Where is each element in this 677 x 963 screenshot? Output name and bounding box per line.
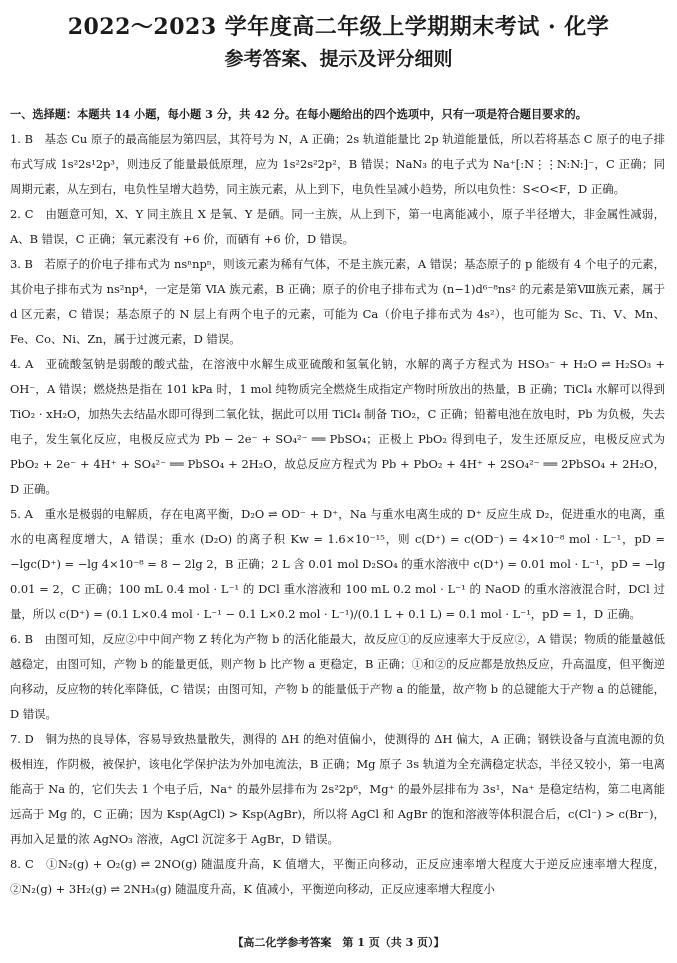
question-number: 5. A: [10, 507, 33, 521]
question-7: [10, 727, 665, 852]
question-number: 3. B: [10, 257, 33, 271]
question-number: 4. A: [10, 357, 34, 371]
question-8: [10, 852, 665, 902]
question-5: [10, 502, 665, 627]
question-3: [10, 252, 665, 352]
question-number: 1. B: [10, 132, 33, 146]
section-heading: 一、选择题：本题共 14 小题，每小题 3 分，共 42 分。在每小题给出的四个选项中，只有一项是符合题目要求的。: [10, 107, 587, 121]
question-explanation: 基态 Cu 原子的最高能层为第四层，其符号为 N，A 正确；2s 轨道能量比 2p 轨道能量低，所以若将基态 C 原子的电子排布式写成 1s²2s¹2p³，则违反了能量最低原理，应为 1s²2s²2p²，B 错误；NaN₃ 的电子式为 Na⁺[:N⋮⋮N:N:]⁻，C 正确；同周期元素，从左到右，电负性呈增大趋势，同主族元素，从上到下，电负性呈减小趋势，所以电负性：S<O<F，D 正确。: [10, 132, 665, 196]
question-explanation: 若原子的价电子排布式为 nsⁿnpⁿ，则该元素为稀有气体，不是主族元素，A 错误；基态原子的 p 能级有 4 个电子的元素，其价电子排布式为 ns²np⁴，一定是第 ⅥA 族元素，B 正确；原子的价电子排布式为 (n−1)d⁶⁻⁸ns² 的元素是第Ⅷ族元素，属于 d 区元素，C 错误；基态原子的 N 层上有两个电子的元素，可能为 Ca（价电子排布式为 4s²），也可能为 Sc、Ti、V、Mn、Fe、Co、Ni、Zn，属于过渡元素，D 错误。: [10, 257, 665, 346]
question-number: 6. B: [10, 632, 34, 646]
question-explanation: 重水是极弱的电解质，存在电离平衡，D₂O ⇌ OD⁻ + D⁺，Na 与重水电离生成的 D⁺ 反应生成 D₂，促进重水的电离，重水的电离程度增大，A 错误；重水 (D₂O) 的离子积 Kw = 1.6×10⁻¹⁵，则 c(D⁺) = c(OD⁻) = 4×10⁻⁸ mol · L⁻¹，pD = −lgc(D⁺) = −lg 4×10⁻⁸ = 8 − 2lg 2，B 正确；2 L 含 0.01 mol D₂SO₄ 的重水溶液中 c(D⁺) = 0.01 mol · L⁻¹，pD = −lg 0.01 = 2，C 正确；100 mL 0.4 mol · L⁻¹ 的 DCl 重水溶液和 100 mL 0.2 mol · L⁻¹ 的 NaOD 的重水溶液混合时，DCl 过量，所以 c(D⁺) = (0.1 L×0.4 mol · L⁻¹ − 0.1 L×0.2 mol · L⁻¹)/(0.1 L + 0.1 L) = 0.1 mol · L⁻¹，pD = 1，D 正确。: [10, 507, 665, 621]
page-footer: 【高二化学参考答案 第 1 页（共 3 页）】: [232, 936, 445, 949]
question-6: [10, 627, 665, 727]
question-explanation: 亚硫酸氢钠是弱酸的酸式盐，在溶液中水解生成亚硫酸和氢氧化钠，水解的离子方程式为 HSO₃⁻ + H₂O ⇌ H₂SO₃ + OH⁻，A 错误；燃烧热是指在 101 kPa 时，1 mol 纯物质完全燃烧生成指定产物时所放出的热量，B 正确；TiCl₄ 水解可以得到 TiO₂ · xH₂O，加热失去结晶水即可得到二氧化钛，据此可以用 TiCl₄ 制备 TiO₂，C 正确；铅蓄电池在放电时，Pb 为负极，失去电子，发生氧化反应，电极反应式为 Pb − 2e⁻ + SO₄²⁻ ══ PbSO₄；正极上 PbO₂ 得到电子，发生还原反应，电极反应式为 PbO₂ + 2e⁻ + 4H⁺ + SO₄²⁻ ══ PbSO₄ + 2H₂O，故总反应方程式为 Pb + PbO₂ + 4H⁺ + 2SO₄²⁻ ══ 2PbSO₄ + 2H₂O，D 正确。: [10, 357, 665, 496]
page-title: 2022～2023 学年度高二年级上学期期末考试 · 化学: [67, 14, 610, 40]
question-number: 7. D: [10, 732, 34, 746]
question-number: 8. C: [10, 857, 34, 871]
question-2: [10, 202, 665, 252]
question-explanation: 由图可知，反应②中中间产物 Z 转化为产物 b 的活化能最大，故反应①的反应速率大于反应②，A 错误；物质的能量越低越稳定，由图可知，产物 b 的能量更低，则产物 b 比产物 a 更稳定，B 正确；①和②的反应都是放热反应，升高温度，但平衡逆向移动，反应物的转化率降低，C 错误；由图可知，产物 b 的能量低于产物 a 的能量，故产物 b 的总键能大于产物 a 的总键能，D 错误。: [10, 632, 665, 721]
question-explanation: 由题意可知，X、Y 同主族且 X 是氧、Y 是硒。同一主族，从上到下，第一电离能减小，原子半径增大，非金属性减弱，A、B 错误，C 正确；氧元素没有 +6 价，而硒有 +6 价，D 错误。: [10, 207, 665, 246]
answer-content: [10, 102, 665, 920]
question-1: [10, 127, 665, 202]
question-4: [10, 352, 665, 502]
question-explanation: ①N₂(g) + O₂(g) ⇌ 2NO(g) 随温度升高，K 值增大，平衡正向移动，正反应速率增大程度大于逆反应速率增大程度，②N₂(g) + 3H₂(g) ⇌ 2NH₃(g) 随温度升高，K 值减小，平衡逆向移动，正反应速率增大程度小: [10, 857, 665, 896]
question-number: 2. C: [10, 207, 34, 221]
page-subtitle: 参考答案、提示及评分细则: [224, 48, 453, 70]
question-explanation: 铜为热的良导体，容易导致热量散失，测得的 ΔH 的绝对值偏小，使测得的 ΔH 偏大，A 正确；钢铁设备与直流电源的负极相连，作阴极，被保护，该电化学保护法为外加电流法，B 正确；Mg 原子 3s 轨道为全充满稳定状态，半径又较小，第一电离能高于 Na 的，它们失去 1 个电子后，Na⁺ 的最外层排布为 2s²2p⁶，Mg⁺ 的最外层排布为 3s¹，Na⁺ 是稳定结构，第二电离能远高于 Mg 的，C 正确；因为 Ksp(AgCl) > Ksp(AgBr)，所以将 AgCl 和 AgBr 的饱和溶液等体积混合后，c(Cl⁻) > c(Br⁻)，再加入足量的浓 AgNO₃ 溶液，AgCl 沉淀多于 AgBr，D 错误。: [10, 732, 665, 846]
